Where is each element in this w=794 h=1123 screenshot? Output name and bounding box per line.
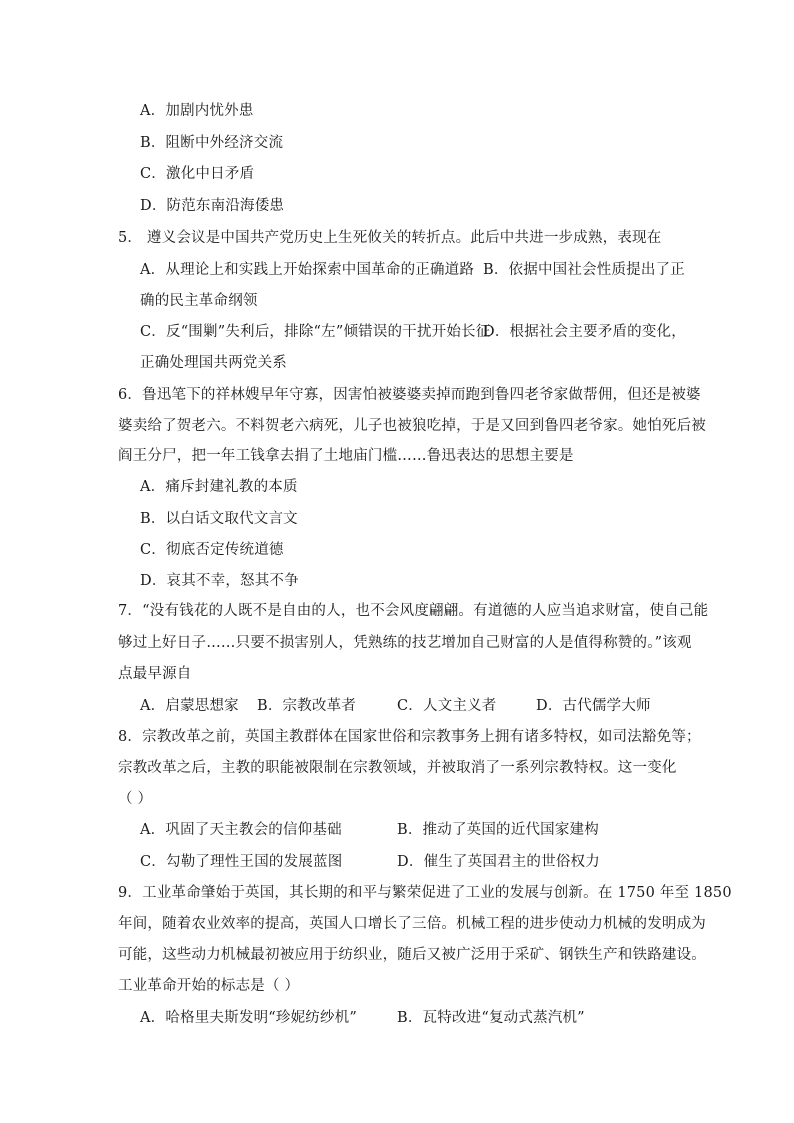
q8-option-d: D．催生了英国君主的世俗权力	[397, 854, 600, 870]
q6-option-b: B．以白话文取代文言文	[140, 511, 298, 527]
q9-stem-line-2: 年间，随着农业效率的提高，英国人口增长了三倍。机械工程的进步使动力机械的发明成为	[118, 916, 706, 932]
q6-option-d: D．哀其不幸，怒其不争	[140, 573, 299, 589]
q9-option-b: B．瓦特改进“复动式蒸汽机”	[397, 1010, 585, 1026]
q4-option-d: D．防范东南沿海倭患	[140, 198, 285, 214]
q9-stem-line-4: 工业革命开始的标志是（ ）	[118, 978, 300, 994]
q6-stem-line-1: 6．鲁迅笔下的祥林嫂早年守寡，因害怕被婆婆卖掉而跑到鲁四老爷家做帮佣，但还是被婆	[118, 387, 701, 403]
q7-option-d: D．古代儒学大师	[536, 698, 651, 714]
q9-option-a: A．哈格里夫斯发明“珍妮纺纱机”	[140, 1010, 357, 1026]
q7-stem-line-1: 7．“没有钱花的人既不是自由的人，也不会风度翩翩。有道德的人应当追求财富，使自己能	[118, 603, 709, 619]
q8-option-c: C．勾勒了理性王国的发展蓝图	[140, 854, 343, 870]
q9-stem-line-3: 可能，这些动力机械最初被应用于纺织业，随后又被广泛用于采矿、钢铁生产和铁路建设。	[118, 947, 706, 963]
q6-option-c: C．彻底否定传统道德	[140, 542, 284, 558]
q6-option-a: A．痛斥封建礼教的本质	[140, 479, 298, 495]
q7-option-b: B．宗教改革者	[257, 698, 357, 714]
q5-option-d: D．根据社会主要矛盾的变化，	[483, 324, 686, 340]
q8-option-a: A．巩固了天主教会的信仰基础	[140, 822, 342, 838]
q4-option-a: A．加剧内忧外患	[140, 103, 254, 119]
q5-option-d-cont: 正确处理国共两党关系	[140, 355, 287, 371]
q5-stem: 5． 遵义会议是中国共产党历史上生死攸关的转折点。此后中共进一步成熟，表现在	[118, 230, 662, 246]
q7-stem-line-2: 够过上好日子……只要不损害别人，凭熟练的技艺增加自己财富的人是值得称赞的。”该观	[118, 635, 692, 651]
q8-option-b: B．推动了英国的近代国家建构	[397, 822, 599, 838]
q8-stem-line-2: 宗教改革之后，主教的职能被限制在宗教领域，并被取消了一系列宗教特权。这一变化	[118, 760, 677, 776]
q9-stem-line-1: 9．工业革命肇始于英国，其长期的和平与繁荣促进了工业的发展与创新。在 1750 年至 1850	[118, 885, 732, 901]
q4-option-c: C．激化中日矛盾	[140, 166, 255, 182]
q6-stem-line-3: 阎王分尸，把一年工钱拿去捐了土地庙门槛……鲁迅表达的思想主要是	[118, 448, 574, 464]
q7-stem-line-3: 点最早源自	[118, 666, 192, 682]
q6-stem-line-2: 婆卖给了贺老六。不料贺老六病死，儿子也被狼吃掉，于是又回到鲁四老爷家。她怕死后被	[118, 418, 706, 434]
q4-option-b: B．阻断中外经济交流	[140, 135, 284, 151]
q8-stem-line-3: （ ）	[118, 791, 153, 807]
q5-option-a: A．从理论上和实践上开始探索中国革命的正确道路	[140, 262, 475, 278]
q8-stem-line-1: 8．宗教改革之前，英国主教群体在国家世俗和宗教事务上拥有诸多特权，如司法豁免等；	[118, 729, 701, 745]
q5-option-b-cont: 确的民主革命纲领	[140, 293, 258, 309]
q7-option-a: A．启蒙思想家	[140, 698, 239, 714]
q5-option-c: C．反“围剿”失利后，排除“左”倾错误的干扰开始长征	[140, 324, 491, 340]
q7-option-c: C．人文主义者	[397, 698, 497, 714]
q5-option-b: B．依据中国社会性质提出了正	[483, 262, 685, 278]
